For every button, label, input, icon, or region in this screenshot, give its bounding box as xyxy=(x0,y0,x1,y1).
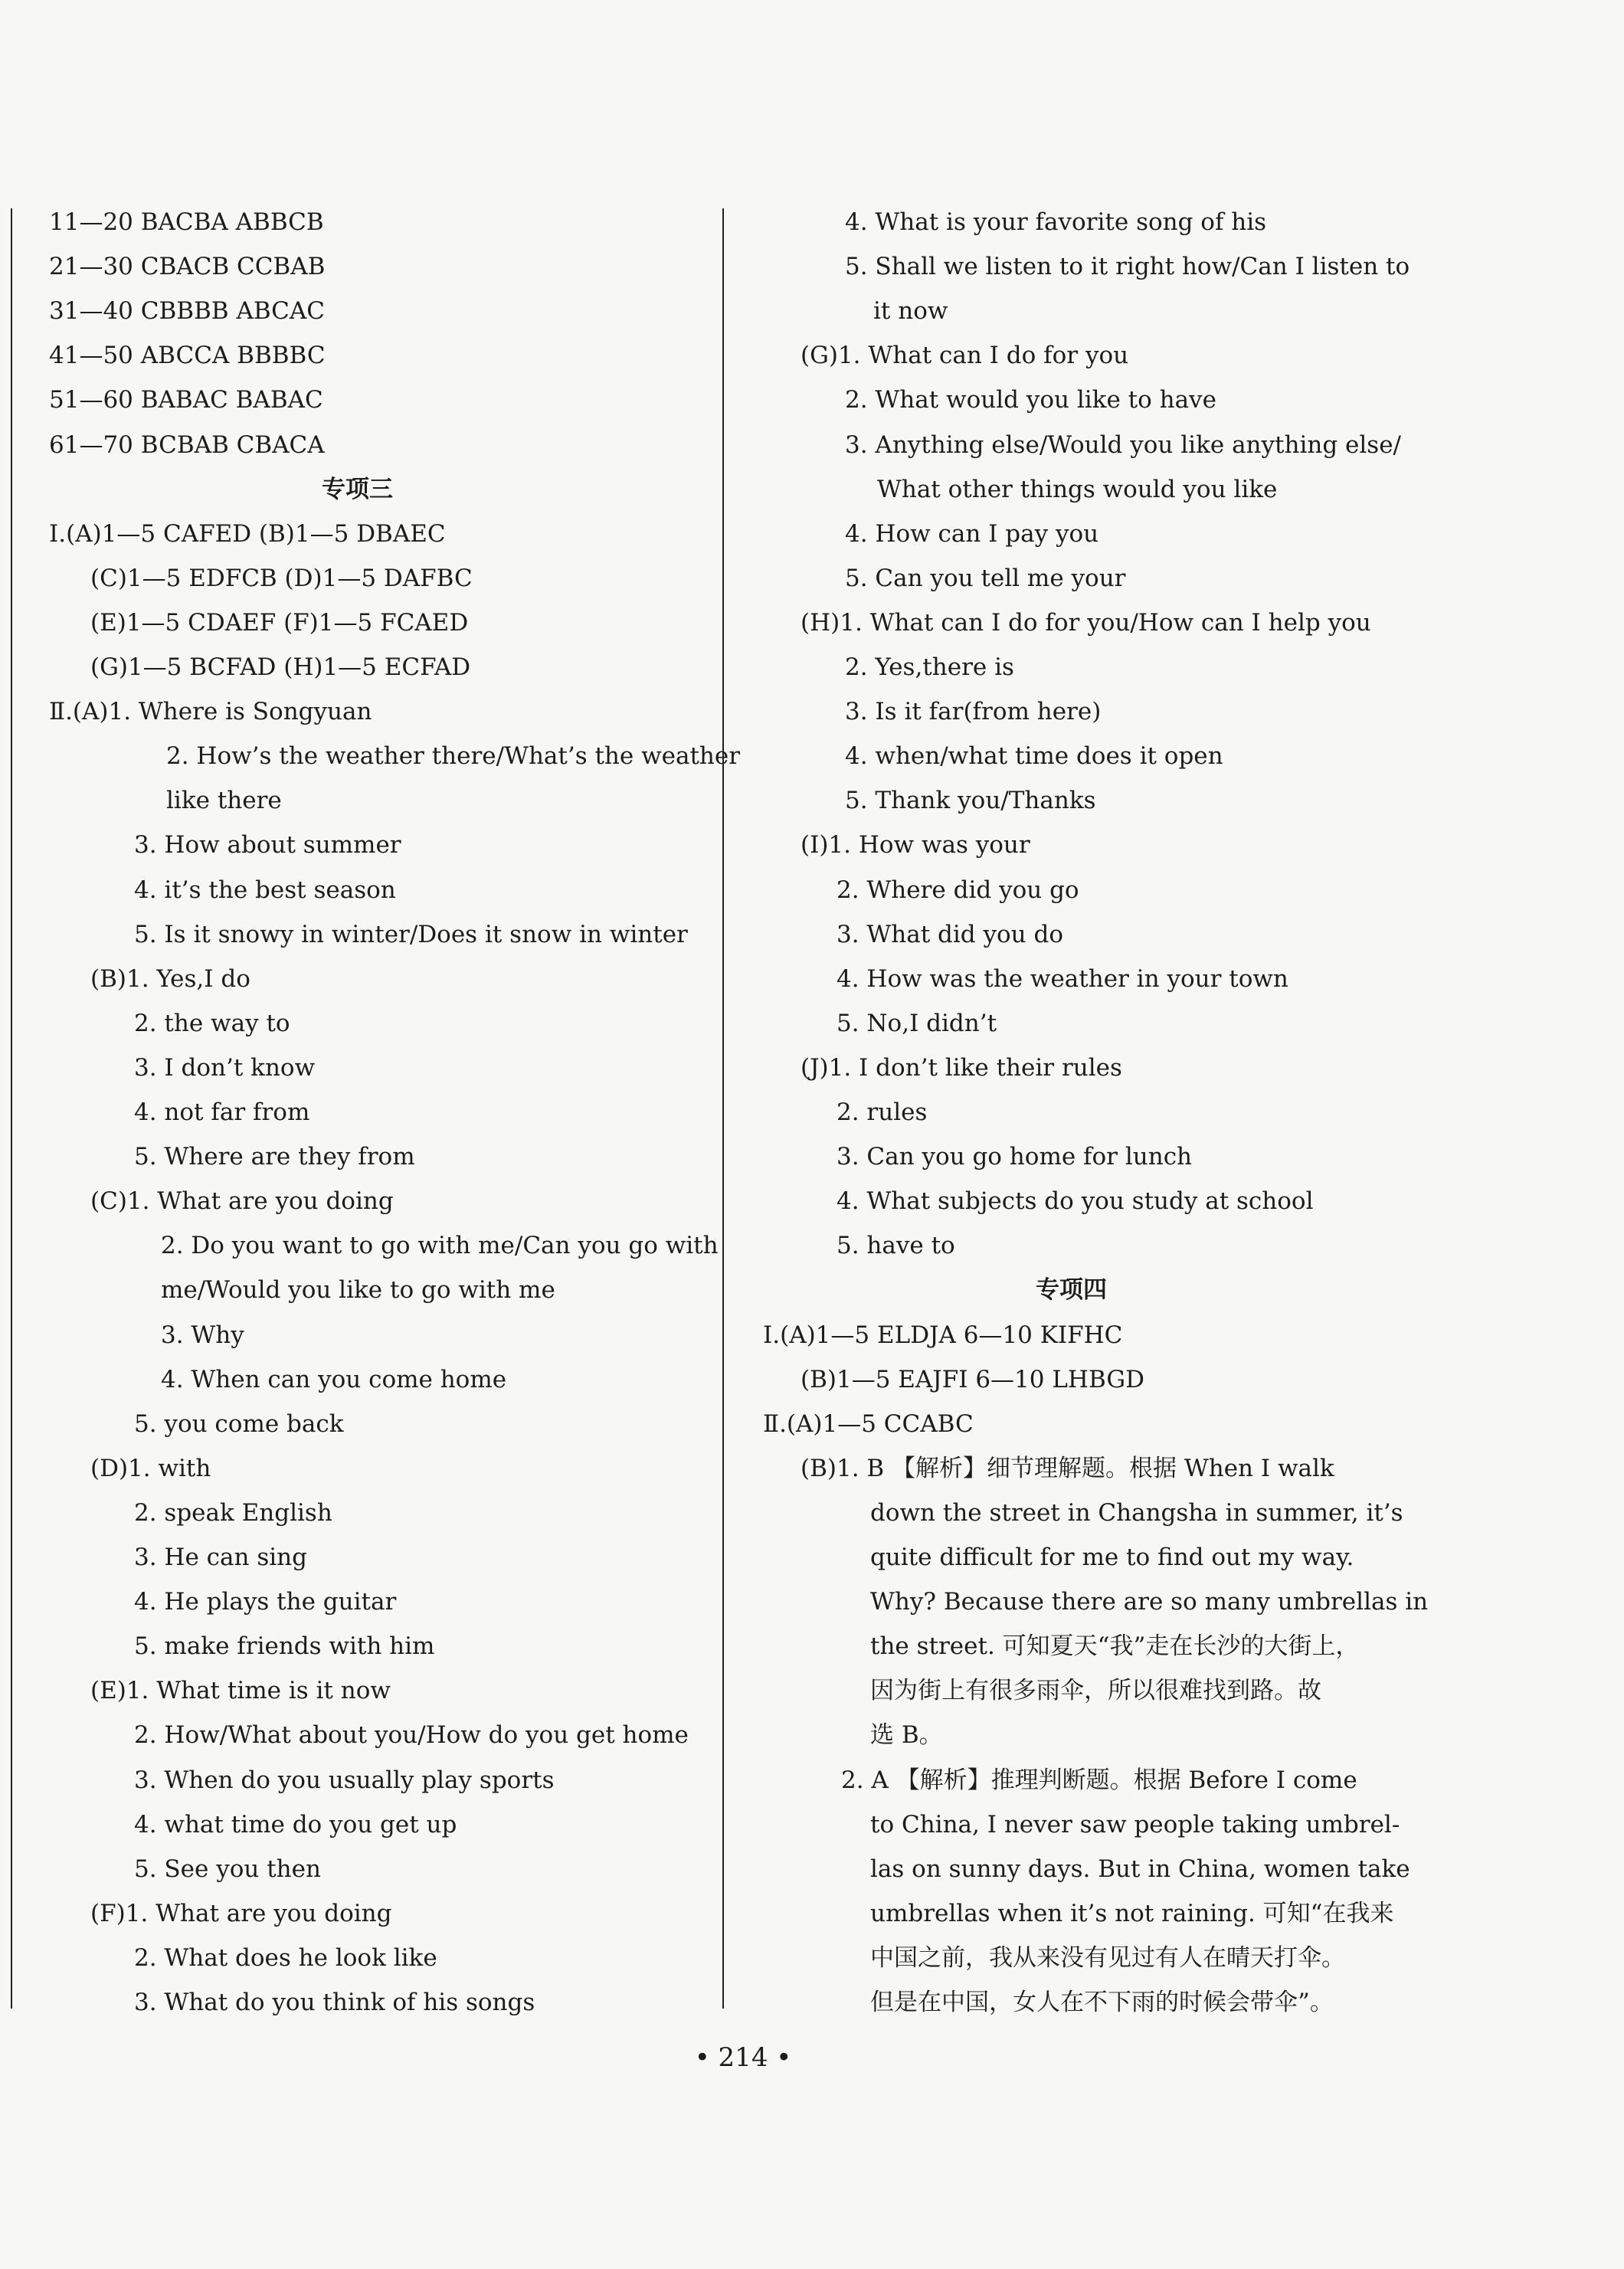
answer-line: 5. make friends with him xyxy=(134,1632,435,1660)
answer-line: (C)1. What are you doing xyxy=(90,1187,394,1215)
answer-line: 21—30 CBACB CCBAB xyxy=(49,253,326,280)
answer-line: 3. What did you do xyxy=(837,921,1064,948)
answer-line: 4. not far from xyxy=(134,1098,310,1126)
answer-line: (B)1. B 【解析】细节理解题。根据 When I walk xyxy=(801,1455,1334,1482)
answer-line: Ⅰ.(A)1—5 ELDJA 6—10 KIFHC xyxy=(763,1321,1123,1349)
answer-line: Ⅰ.(A)1—5 CAFED (B)1—5 DBAEC xyxy=(49,520,446,548)
answer-line: 2. What would you like to have xyxy=(845,386,1216,414)
answer-line: 2. rules xyxy=(837,1098,928,1126)
answer-line: (C)1—5 EDFCB (D)1—5 DAFBC xyxy=(90,565,473,592)
answer-line: 2. the way to xyxy=(134,1010,290,1037)
answer-line: (B)1—5 EAJFI 6—10 LHBGD xyxy=(801,1366,1144,1393)
answer-line: (J)1. I don’t like their rules xyxy=(801,1054,1122,1082)
answer-line: (H)1. What can I do for you/How can I help you xyxy=(801,609,1371,637)
page-number: • 214 • xyxy=(694,2042,792,2073)
answer-line: 4. How was the weather in your town xyxy=(837,965,1288,993)
answer-line: 5. Thank you/Thanks xyxy=(845,787,1096,814)
answer-line: (G)1. What can I do for you xyxy=(801,342,1129,369)
answer-line: 5. No,I didn’t xyxy=(837,1010,997,1037)
answer-line: 4. when/what time does it open xyxy=(845,742,1223,770)
answer-line: 4. How can I pay you xyxy=(845,520,1099,548)
answer-line: 4. What is your favorite song of his xyxy=(845,208,1267,236)
answer-line: 5. Is it snowy in winter/Does it snow in winter xyxy=(134,921,688,948)
answer-line: Ⅱ.(A)1. Where is Songyuan xyxy=(49,698,372,725)
answer-line: 5. Can you tell me your xyxy=(845,565,1126,592)
answer-line: 4. He plays the guitar xyxy=(134,1588,397,1616)
answer-line: 61—70 BCBAB CBACA xyxy=(49,431,325,459)
answer-line: 3. When do you usually play sports xyxy=(134,1766,555,1794)
answer-line: Why? Because there are so many umbrellas in xyxy=(870,1588,1429,1616)
answer-line: 4. what time do you get up xyxy=(134,1811,457,1838)
answer-line: (E)1—5 CDAEF (F)1—5 FCAED xyxy=(90,609,469,637)
answer-line: 4. What subjects do you study at school xyxy=(837,1187,1314,1215)
answer-line: (B)1. Yes,I do xyxy=(90,965,250,993)
answer-line: 3. Can you go home for lunch xyxy=(837,1143,1193,1171)
answer-line: 4. it’s the best season xyxy=(134,876,396,904)
answer-line: 2. Do you want to go with me/Can you go with xyxy=(161,1232,719,1259)
answer-line: 3. Why xyxy=(161,1321,244,1349)
answer-line: 3. He can sing xyxy=(134,1544,307,1571)
answer-line: 2. speak English xyxy=(134,1499,332,1527)
answer-line: (F)1. What are you doing xyxy=(90,1900,392,1927)
answer-line: What other things would you like xyxy=(877,476,1278,503)
answer-line: 但是在中国，女人在不下雨的时候会带伞”。 xyxy=(870,1989,1334,2016)
answer-line: 41—50 ABCCA BBBBC xyxy=(49,342,326,369)
answer-line: 选 B。 xyxy=(870,1721,943,1749)
section-heading: 专项三 xyxy=(322,476,393,503)
answer-line: Ⅱ.(A)1—5 CCABC xyxy=(763,1410,974,1438)
answer-line: (D)1. with xyxy=(90,1455,211,1482)
answer-line: umbrellas when it’s not raining. 可知“在我来 xyxy=(870,1900,1394,1927)
answer-line: 中国之前，我从来没有见过有人在晴天打伞。 xyxy=(870,1944,1345,1972)
answer-line: (E)1. What time is it now xyxy=(90,1677,391,1704)
answer-line: 3. Is it far(from here) xyxy=(845,698,1102,725)
left-margin-rule xyxy=(11,208,12,2009)
answer-line: (G)1—5 BCFAD (H)1—5 ECFAD xyxy=(90,653,471,681)
answer-line: the street. 可知夏天“我”走在长沙的大街上， xyxy=(870,1632,1360,1660)
answer-line: 3. How about summer xyxy=(134,831,401,859)
answer-line: 5. Where are they from xyxy=(134,1143,415,1171)
column-divider xyxy=(722,208,724,2009)
answer-line: 11—20 BACBA ABBCB xyxy=(49,208,324,236)
answer-line: to China, I never saw people taking umbrel- xyxy=(870,1811,1400,1838)
answer-line: 2. How/What about you/How do you get home xyxy=(134,1721,689,1749)
answer-line: 5. See you then xyxy=(134,1855,321,1883)
answer-line: down the street in Changsha in summer, it’s xyxy=(870,1499,1403,1527)
answer-line: 5. have to xyxy=(837,1232,955,1259)
answer-line: 31—40 CBBBB ABCAC xyxy=(49,297,326,325)
answer-line: 2. What does he look like xyxy=(134,1944,437,1972)
answer-line: 2. Where did you go xyxy=(837,876,1079,904)
answer-line: quite difficult for me to find out my way. xyxy=(870,1544,1354,1571)
answer-line: 2. How’s the weather there/What’s the weather xyxy=(166,742,741,770)
answer-line: 5. Shall we listen to it right how/Can I listen to xyxy=(845,253,1410,280)
answer-line: 3. I don’t know xyxy=(134,1054,316,1082)
answer-line: 3. Anything else/Would you like anything else/ xyxy=(845,431,1401,459)
answer-line: 2. A 【解析】推理判断题。根据 Before I come xyxy=(841,1766,1357,1794)
answer-line: me/Would you like to go with me xyxy=(161,1276,555,1304)
answer-line: las on sunny days. But in China, women take xyxy=(870,1855,1410,1883)
answer-line: 3. What do you think of his songs xyxy=(134,1989,535,2016)
section-heading: 专项四 xyxy=(1036,1276,1107,1304)
answer-line: (I)1. How was your xyxy=(801,831,1030,859)
answer-line: 51—60 BABAC BABAC xyxy=(49,386,323,414)
answer-line: it now xyxy=(873,297,948,325)
answer-line: 2. Yes,there is xyxy=(845,653,1014,681)
answer-line: 4. When can you come home xyxy=(161,1366,507,1393)
answer-line: like there xyxy=(166,787,282,814)
answer-line: 5. you come back xyxy=(134,1410,344,1438)
answer-line: 因为街上有很多雨伞，所以很难找到路。故 xyxy=(870,1677,1321,1704)
